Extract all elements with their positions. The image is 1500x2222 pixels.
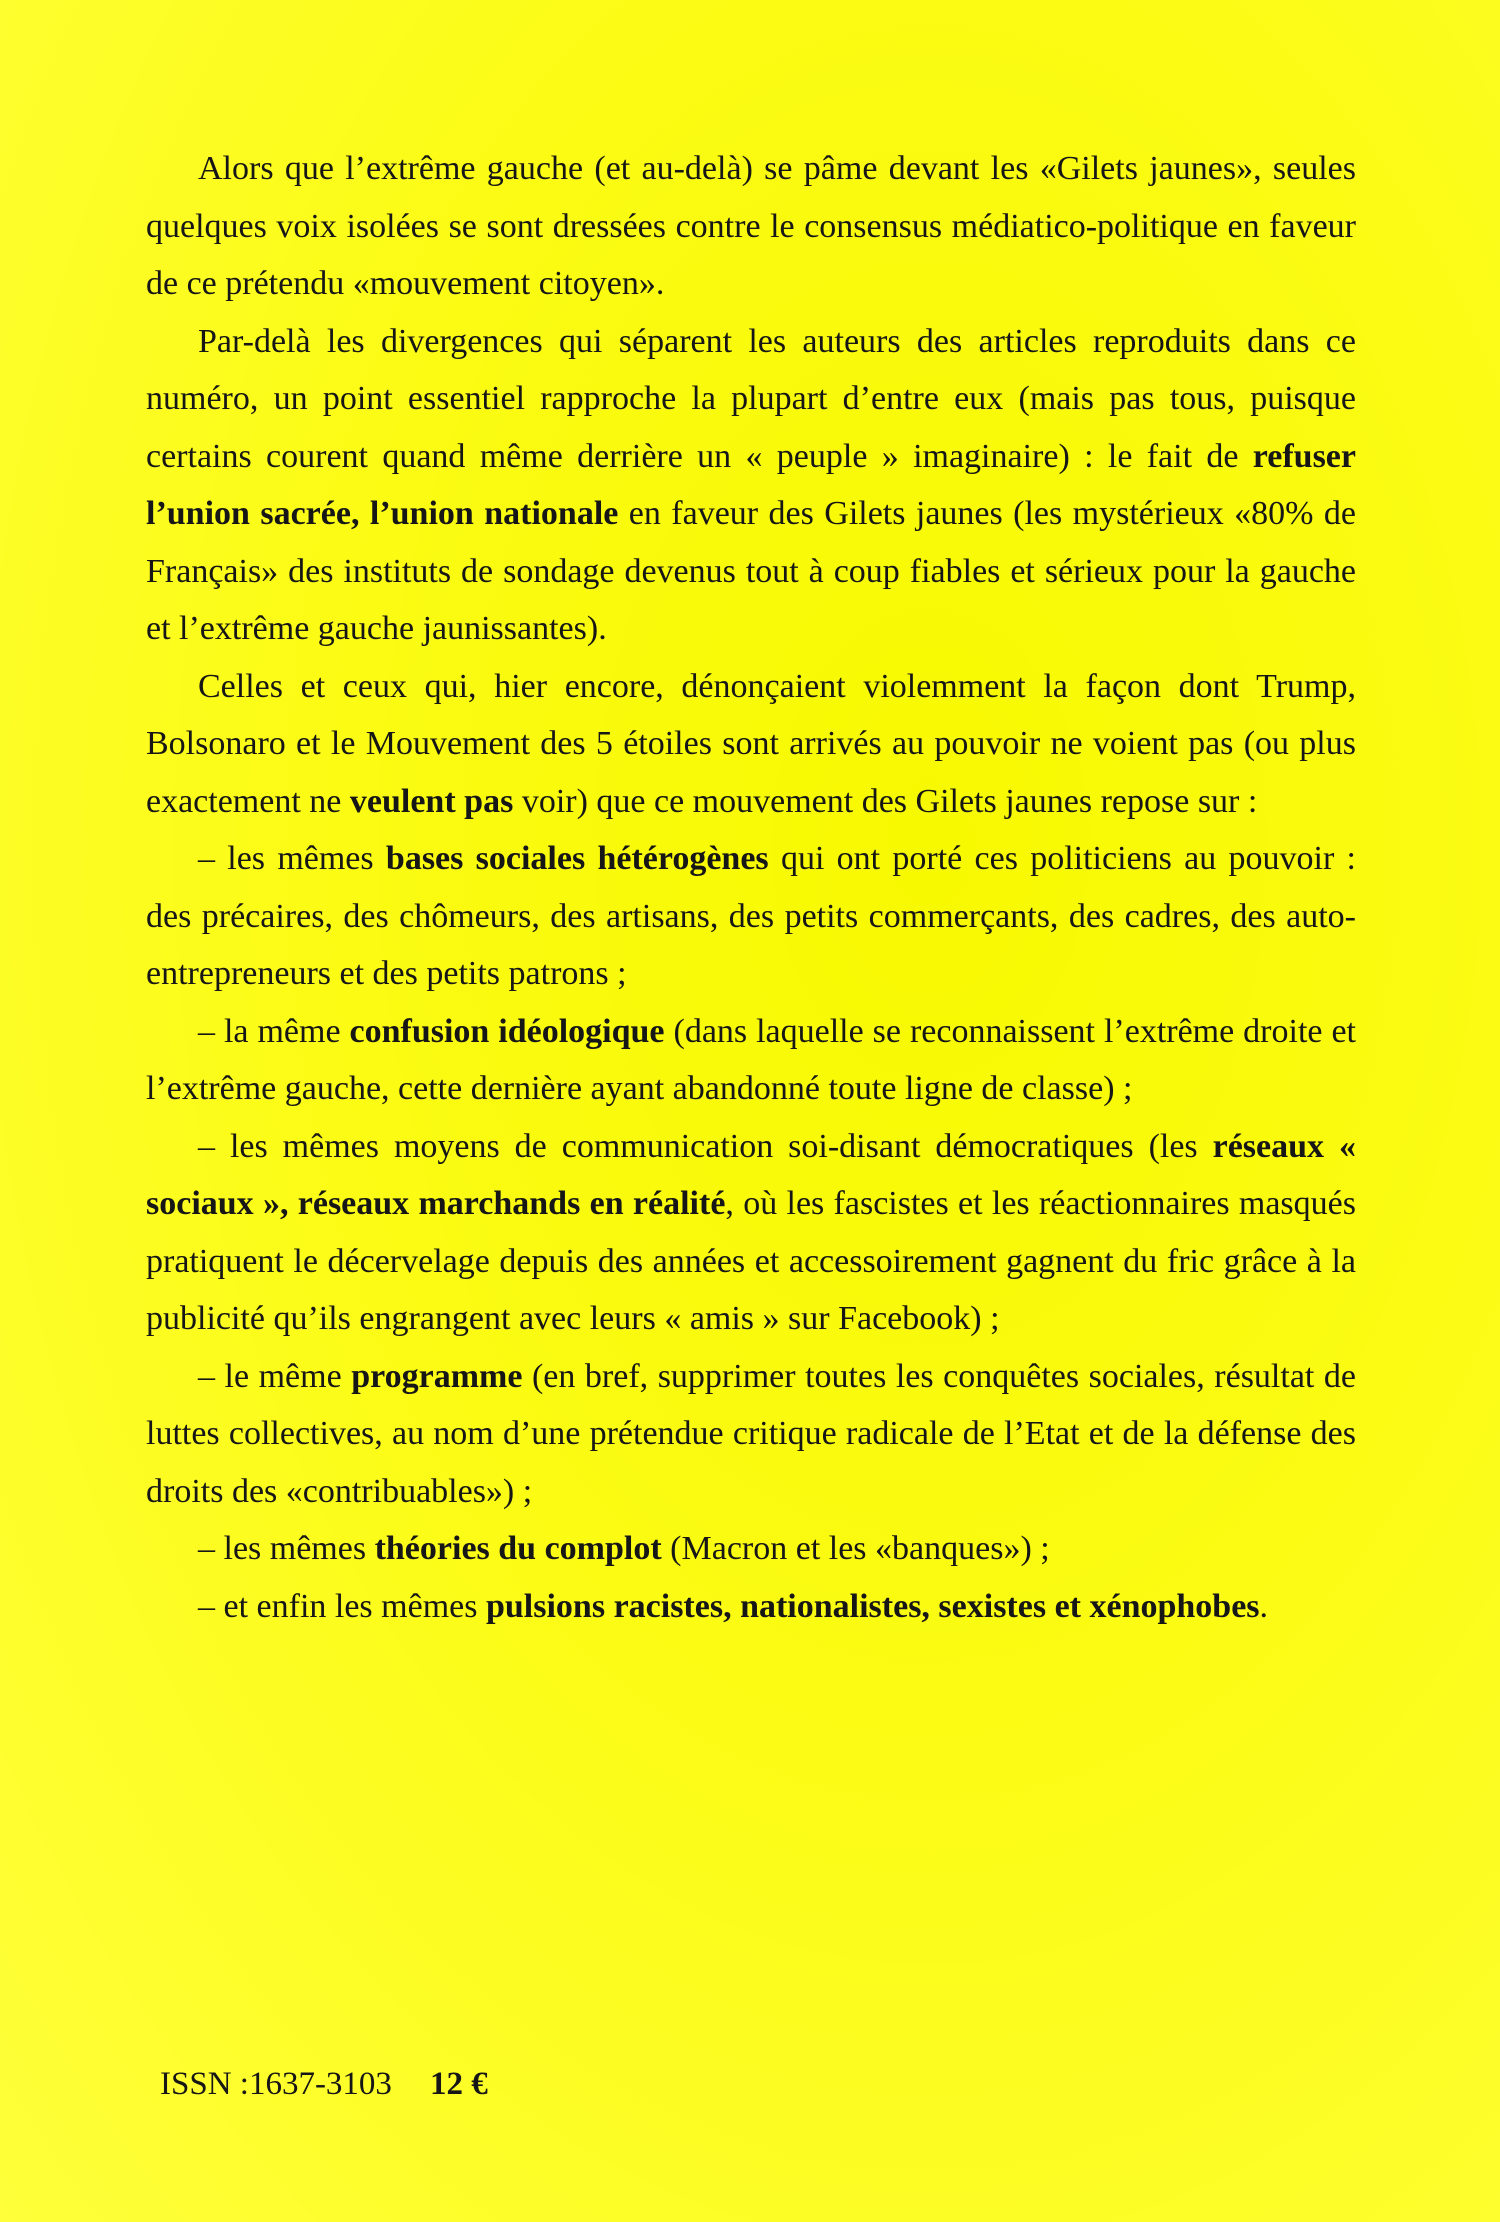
text-run: – et enfin les mêmes (198, 1587, 486, 1625)
text-run: – les mêmes (198, 840, 386, 877)
text-run: qui ont porté ces politiciens au pouvoir : des précaires, des chômeurs, des artisans, des petits commerçants, des cadres, des auto-entrepreneurs et des petits patrons ; (146, 840, 1356, 992)
issn-number: ISSN :1637-3103 (160, 2066, 392, 2102)
body-text (146, 140, 1356, 1635)
text-run: (en bref, supprimer toutes les conquêtes sociales, résultat de luttes collectives, au nom d’une prétendue critique radicale de l’Etat et de la défense des droits des «contribuables») ; (146, 1357, 1356, 1510)
paragraph (146, 658, 1356, 831)
text-run: – le même (198, 1357, 352, 1395)
paragraph (146, 1003, 1356, 1118)
text-run: en faveur des Gilets jaunes (les mystérieux «80% de Français» des instituts de sondage devenus tout à coup fiables et sérieux pour la gauche et l’extrême gauche jaunissantes). (146, 495, 1356, 647)
bold-run: réseaux « sociaux », réseaux marchands en réalité (146, 1127, 1356, 1222)
bold-run: pulsions racistes, nationalistes, sexistes et xénophobes (485, 1587, 1260, 1625)
text-run: Alors que l’extrême gauche (et au-delà) se pâme devant les «Gilets jaunes», seules quelques voix isolées se sont dressées contre le consensus médiatico-politique en faveur de ce prétendu «mouvement citoyen». (146, 150, 1356, 302)
footer (160, 2064, 488, 2104)
bold-run: veulent pas (349, 782, 514, 820)
bold-run: confusion idéologique (349, 1012, 665, 1050)
bold-run: refuser l’union sacrée, l’union nationale (146, 437, 1356, 532)
bold-run: bases sociales hétérogènes (385, 840, 769, 877)
text-run: voir) que ce mouvement des Gilets jaunes repose sur : (513, 782, 1258, 820)
bold-run: programme (351, 1357, 523, 1395)
text-run: , où les fascistes et les réactionnaires masqués pratiquent le décervelage depuis des années et accessoirement gagnent du fric grâce à la publicité qu’ils engrangent avec leurs « amis » sur Facebook) ; (146, 1185, 1356, 1337)
paragraph (146, 1578, 1356, 1636)
text-run: . (1259, 1587, 1269, 1625)
text-run: (Macron et les «banques») ; (661, 1530, 1050, 1567)
text-run: Celles et ceux qui, hier encore, dénonçaient violemment la façon dont Trump, Bolsonaro et le Mouvement des 5 étoiles sont arrivés au pouvoir ne voient pas (ou plus exactement ne (146, 667, 1356, 820)
bold-run: théories du complot (374, 1530, 662, 1567)
paragraph (146, 1348, 1356, 1521)
paragraph (146, 313, 1356, 658)
text-run: Par-delà les divergences qui séparent les auteurs des articles reproduits dans ce numéro, un point essentiel rapproche la plupart d’entre eux (mais pas tous, puisque certains courent quand même derrière un « peuple » imaginaire) : le fait de (146, 322, 1356, 475)
paragraph (146, 140, 1356, 313)
price: 12 € (429, 2066, 488, 2102)
paragraph (146, 1118, 1356, 1348)
paragraph (146, 1520, 1356, 1578)
text-run: – les mêmes (198, 1530, 375, 1567)
text-run: (dans laquelle se reconnaissent l’extrême droite et l’extrême gauche, cette dernière ayant abandonné toute ligne de classe) ; (146, 1012, 1356, 1107)
paragraph (146, 830, 1356, 1003)
text-run: – la même (198, 1012, 350, 1050)
text-run: – les mêmes moyens de communication soi-disant démocratiques (les (198, 1127, 1213, 1165)
